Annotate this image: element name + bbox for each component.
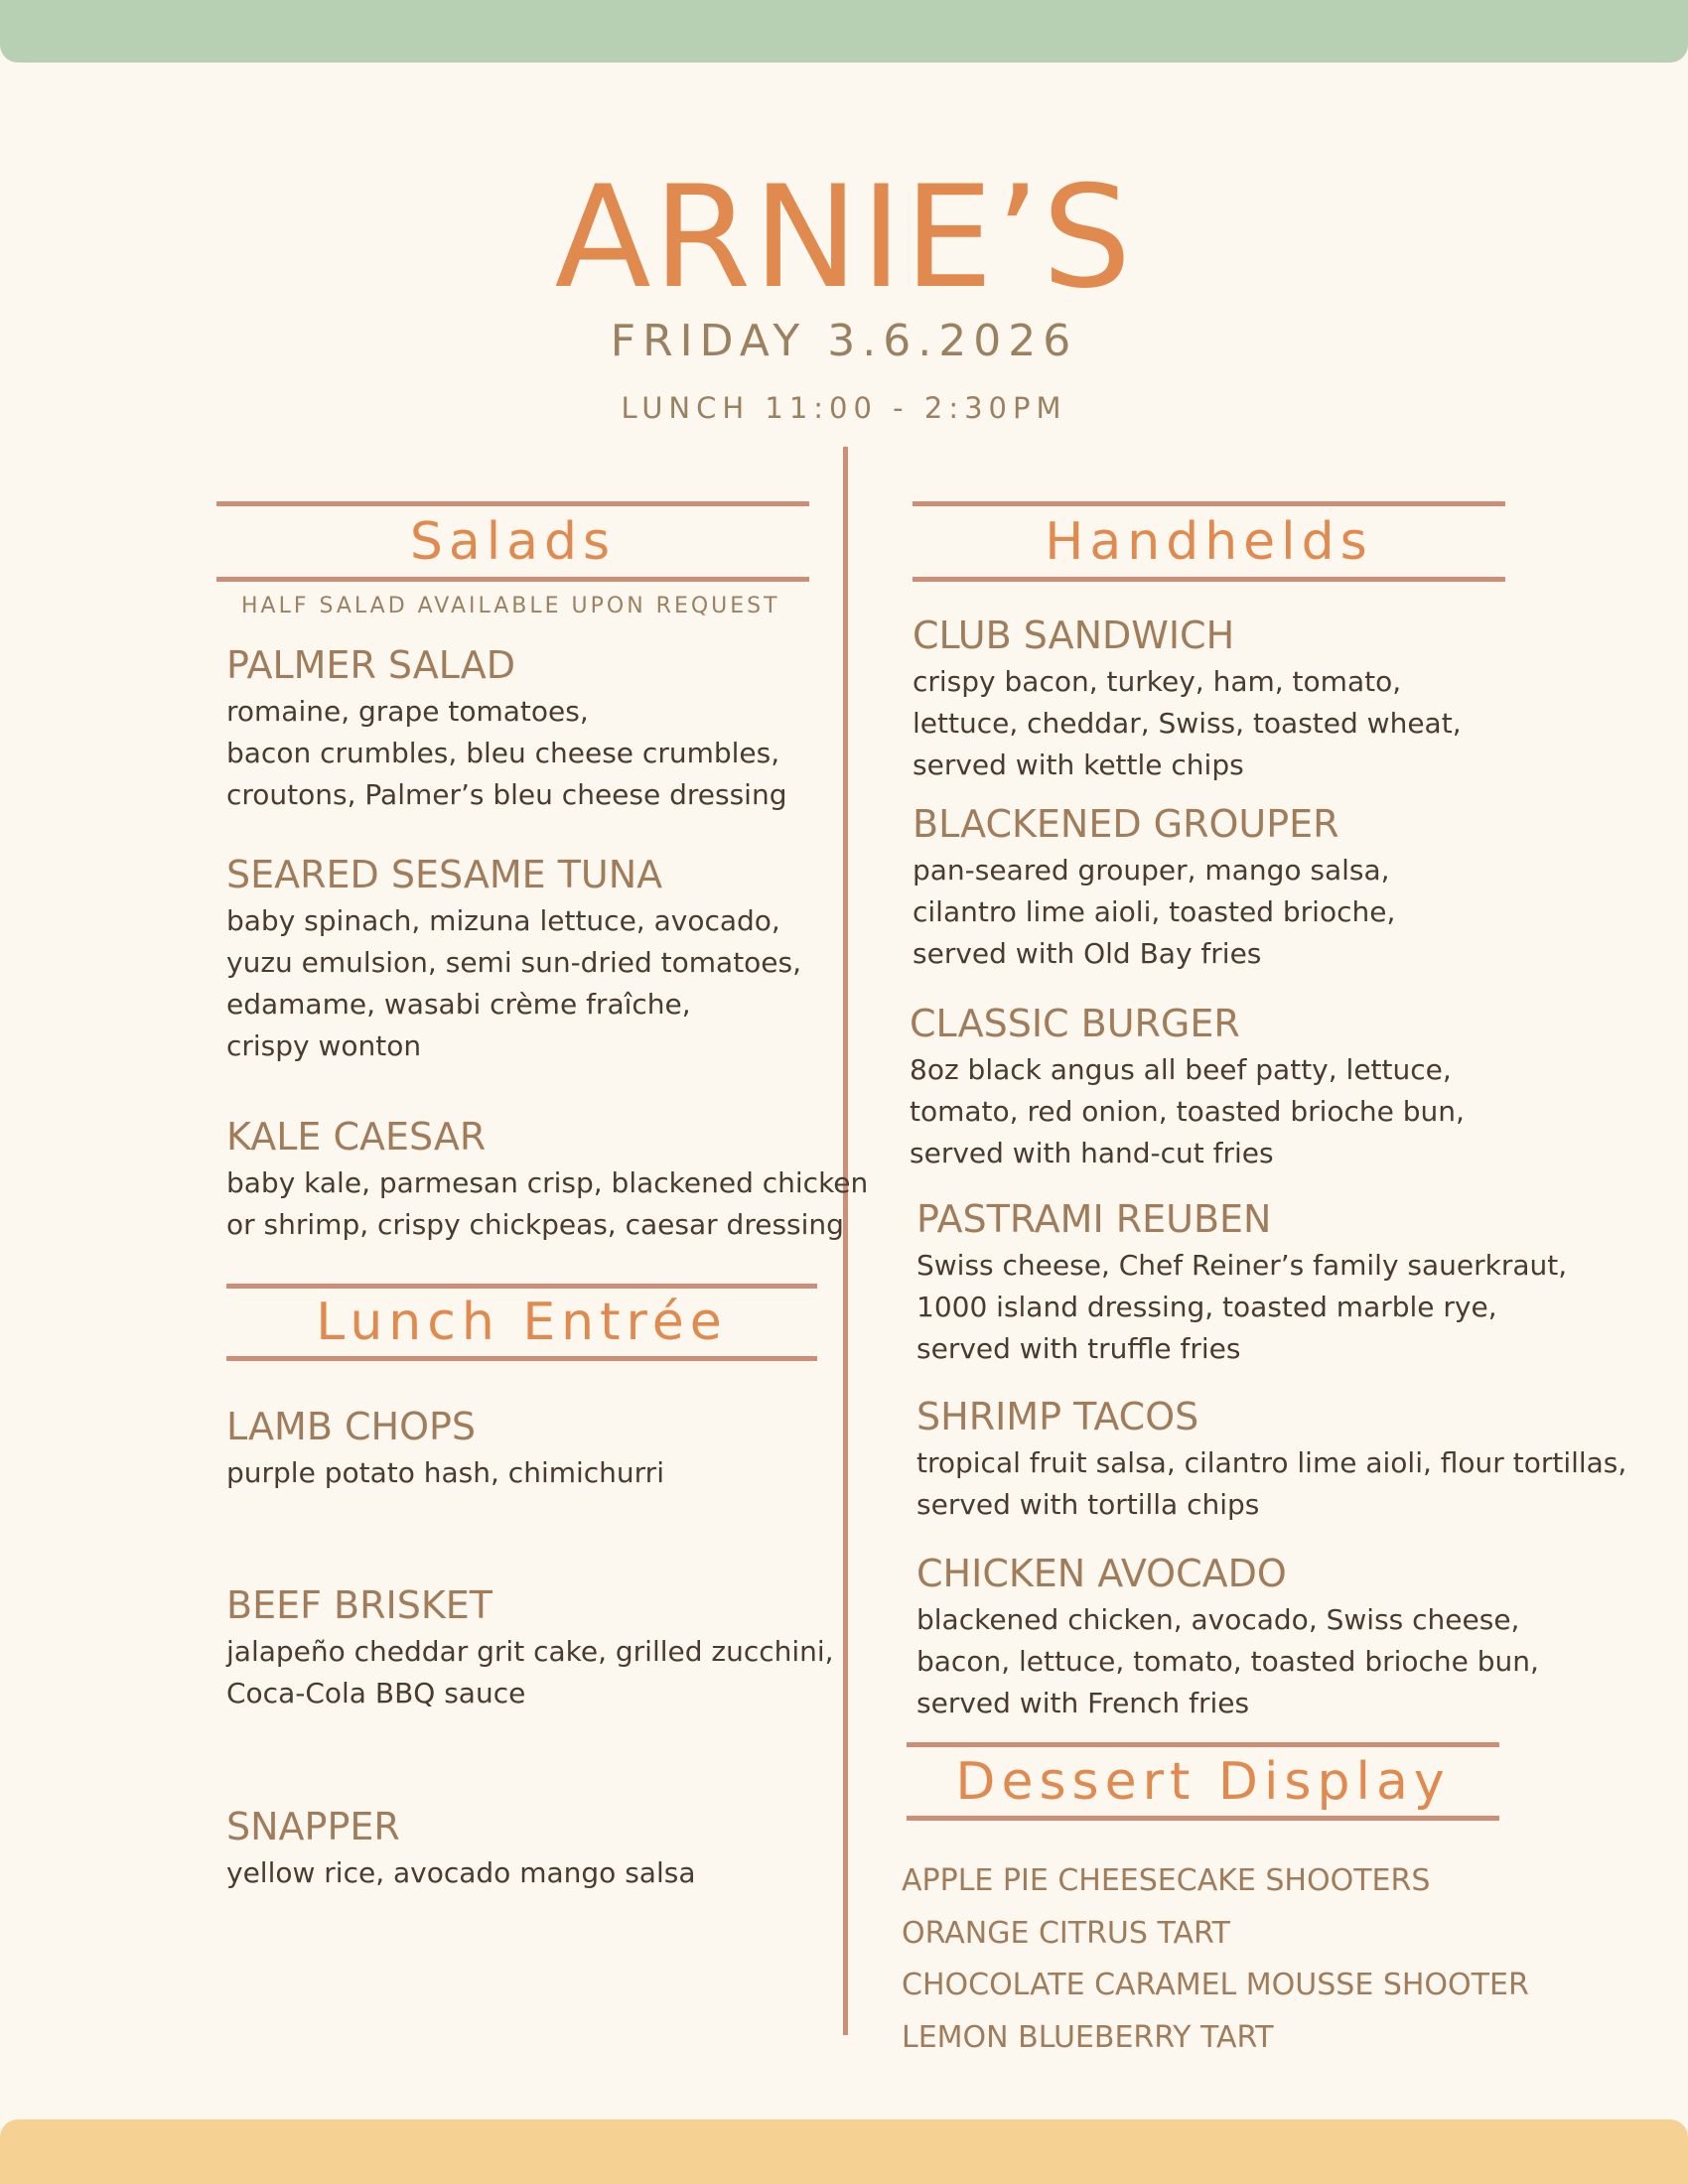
item-description: tropical fruit salsa, cilantro lime aioli, flour tortillas, served with tortilla chips [916,1446,1627,1521]
item-name: CHICKEN AVOCADO [916,1552,1287,1595]
restaurant-name: ARNIE’S [554,156,1134,320]
item-name: CLASSIC BURGER [910,1002,1240,1045]
item-description: pan-seared grouper, mango salsa, cilantro lime aioli, toasted brioche, served with Old Bay fries [913,854,1396,970]
item-name: KALE CAESAR [226,1115,487,1159]
service-hours: LUNCH 11:00 - 2:30PM [621,391,1067,425]
menu-item-chicken-avocado [916,1552,1539,1724]
item-name: CLUB SANDWICH [913,614,1235,657]
top-decor-band [0,0,1688,63]
menu-date: FRIDAY 3.6.2026 [610,316,1078,366]
item-name: BEEF BRISKET [226,1583,492,1627]
lunch-entree-title: Lunch Entrée [316,1293,728,1352]
dessert-display-header [907,1742,1499,1821]
handhelds-title: Handhelds [1045,511,1373,572]
bottom-decor-band [0,2119,1688,2184]
salads-header [216,501,809,582]
lunch-entree-header [226,1284,817,1361]
item-name: SNAPPER [226,1805,400,1848]
dessert-item: APPLE PIE CHEESECAKE SHOOTERS [902,1863,1431,1898]
handhelds-header [913,501,1505,582]
rule [216,577,809,582]
item-name: PASTRAMI REUBEN [916,1197,1272,1241]
rule [907,1742,1499,1747]
half-salad-note: HALF SALAD AVAILABLE UPON REQUEST [241,594,780,618]
rule [216,501,809,506]
rule [913,501,1505,506]
dessert-item: ORANGE CITRUS TART [902,1916,1230,1951]
dessert-display-title: Dessert Display [955,1751,1451,1812]
item-description: romaine, grape tomatoes, bacon crumbles, bleu cheese crumbles, croutons, Palmer’s bleu cheese dressing [226,695,787,811]
menu-item-snapper [226,1805,695,1894]
menu-item-shrimp-tacos [916,1395,1626,1526]
item-description: Swiss cheese, Chef Reiner’s family sauerkraut, 1000 island dressing, toasted marble rye, served with truffle fries [916,1249,1568,1365]
rule [226,1284,817,1289]
menu-item-club-sandwich [913,614,1462,786]
item-description: jalapeño cheddar grit cake, grilled zucchini, Coca-Cola BBQ sauce [226,1635,834,1709]
menu-item-seared-sesame-tuna [226,853,801,1067]
item-description: 8oz black angus all beef patty, lettuce, tomato, red onion, toasted brioche bun, served with hand-cut fries [910,1053,1465,1169]
item-name: SEARED SESAME TUNA [226,853,663,896]
dessert-item: CHOCOLATE CARAMEL MOUSSE SHOOTER [902,1968,1529,2002]
item-description: purple potato hash, chimichurri [226,1456,664,1489]
menu-item-classic-burger [910,1002,1465,1174]
rule [913,577,1505,582]
item-name: SHRIMP TACOS [916,1395,1199,1438]
menu-item-pastrami-reuben [916,1197,1567,1370]
item-description: blackened chicken, avocado, Swiss cheese, bacon, lettuce, tomato, toasted brioche bun, served with French fries [916,1603,1539,1719]
menu-item-kale-caesar [226,1115,868,1246]
salads-title: Salads [409,511,617,572]
item-description: baby kale, parmesan crisp, blackened chicken or shrimp, crispy chickpeas, caesar dressing [226,1166,869,1241]
rule [226,1356,817,1361]
item-description: baby spinach, mizuna lettuce, avocado, yuzu emulsion, semi sun-dried tomatoes, edamame, wasabi crème fraîche, crispy wonton [226,904,802,1062]
item-description: crispy bacon, turkey, ham, tomato, lettuce, cheddar, Swiss, toasted wheat, served with kettle chips [913,665,1462,781]
menu-item-beef-brisket [226,1583,834,1714]
item-name: BLACKENED GROUPER [913,802,1339,846]
item-name: LAMB CHOPS [226,1405,477,1448]
item-description: yellow rice, avocado mango salsa [226,1856,696,1889]
rule [907,1816,1499,1821]
dessert-item: LEMON BLUEBERRY TART [902,2020,1274,2055]
item-name: PALMER SALAD [226,643,516,687]
menu-item-lamb-chops [226,1405,664,1494]
menu-item-blackened-grouper [913,802,1395,975]
menu-item-palmer-salad [226,643,786,816]
